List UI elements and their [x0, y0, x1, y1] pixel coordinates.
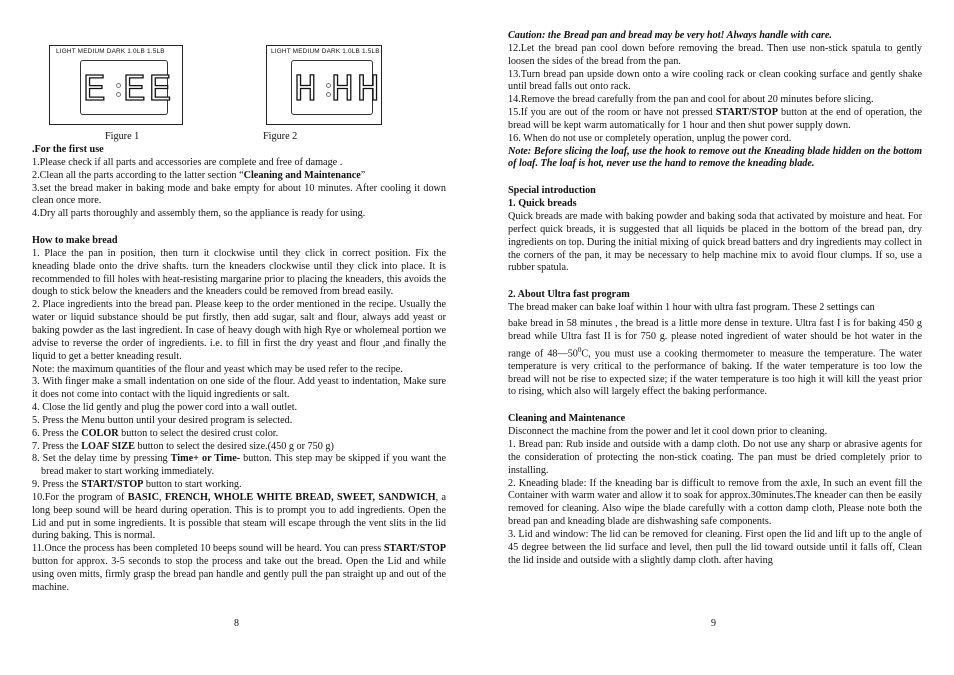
first-use-heading: .For the first use	[32, 144, 104, 155]
ultra-fast-heading: 2. About Ultra fast program	[508, 289, 630, 301]
quantity-note: Note: the maximum quantities of the flour and yeast which may be used refer to the recipe.	[32, 363, 403, 375]
lcd-digit: E	[83, 69, 109, 112]
display-indicator-labels: LIGHT MEDIUM DARK 1.0LB 1.5LB	[271, 48, 380, 55]
how-step-11: 11.Once the process has been completed 10 beeps sound will be heard. You can press START/STOP button for approx. 3-5 seconds to stop the process and take out the bread. Open the Lid and while using oven mitts, firmly grasp the bread pan handle and gently pull the pan straight up and out of the machine.	[32, 543, 446, 593]
how-step-6: 6. Press the COLOR button to select the desired crust color.	[32, 427, 279, 439]
cleaning-step-3: 3. Lid and window: The lid can be removed for cleaning. First open the lid and lift up to the angle of 45 degree between the lid surface and level, then pull the lid toward outside until it falls off, Clean the lid inside and outside with a slightly damp cloth. after having	[508, 528, 922, 566]
how-step-4: 4. Close the lid gently and plug the power cord into a wall outlet.	[32, 402, 298, 414]
figure-1-display	[49, 45, 183, 125]
figure-2-caption: Figure 2	[263, 131, 298, 142]
lcd-digits: HH	[331, 69, 383, 112]
quick-breads-heading: 1. Quick breads	[508, 198, 577, 210]
cleaning-step-1: 1. Bread pan: Rub inside and outside with a damp cloth. Do not use any sharp or abrasive agents for the consideration of protecting the non-stick coating. The pan must be dried completely prior to installing.	[508, 439, 922, 476]
display-indicator-labels: LIGHT MEDIUM DARK 1.0LB 1.5LB	[56, 48, 165, 55]
lcd-screen	[80, 60, 175, 115]
step-15: 15.If you are out of the room or have not pressed START/STOP button at the end of operation, the bread will be kept warm automatically for 1 hour and then shut power supply down.	[508, 107, 922, 131]
ultra-fast-text-1: The bread maker can bake loaf within 1 hour with ultra fast program. These 2 settings can	[508, 302, 875, 314]
how-step-7: 7. Press the LOAF SIZE button to select the desired size.(450 g or 750 g)	[32, 440, 334, 452]
ultra-fast-text-2: bake bread in 58 minutes , the bread is a little more dense in texture. Ultra fast I is for baking 450 g bread while Ultra fast II is for 750 g. please noted ingredient of water should be hot water in the range of $48—50^0C$, you must use a cooking thermometer to measure the temperature. The water temperature is very critical to the performance of baking. If the water temperature is too low the bread will not be rise to expected size; if the water temperature is too high it will kill the yeast prior to rising, which also will largely effect the baking performance.	[508, 317, 922, 398]
how-step-2: 2. Place ingredients into the bread pan. Please keep to the order mentioned in the recipe. Usually the water or liquid substance should be put firstly, then add sugar, salt and flour, always add yeast or baking powder as the last ingredient. In case of heavy dough with high Rye or wholemeal portion we advise to reverse the order of ingredients. i.e. to fill in first the dry yeast and flour ,and finally the liquid to get a better kneading result.	[32, 299, 446, 362]
caution-text: Caution: the Bread pan and bread may be very hot! Always handle with care.	[508, 30, 832, 41]
lcd-digits: EE	[123, 69, 175, 112]
how-step-8: 8. Set the delay time by pressing Time+ or Time- button. This step may be skipped if you want the bread maker to start working immediately.	[32, 453, 446, 478]
how-step-9: 9. Press the START/STOP button to start working.	[32, 479, 242, 491]
first-use-step-4: 4.Dry all parts thoroughly and assembly them, so the appliance is ready for using.	[32, 208, 366, 220]
colon-dots	[116, 83, 121, 101]
slicing-note: Note: Before slicing the loaf, use the hook to remove out the Kneading blade hidden on the bottom of loaf. The loaf is hot, never use the hand to remove the kneading blade.	[508, 145, 922, 170]
step-12: 12.Let the bread pan cool down before removing the bread. Then use non-stick spatula to gently loosen the sides of the bread from the pan.	[508, 42, 922, 67]
figure-1-caption: Figure 1	[105, 131, 140, 142]
step-13: 13.Turn bread pan upside down onto a wire cooling rack or clean cooking surface and gently shake until bread falls out onto rack.	[508, 68, 922, 93]
lcd-digit: H	[294, 69, 320, 112]
how-step-10: 10.For the program of BASIC, FRENCH, WHOLE WHITE BREAD, SWEET, SANDWICH, a long beep sound will be heard during operation. This is to prompt you to add ingredients. Open the Lid and put in some ingredients. It is possible that steam will escape through the vent slits in the lid during baking. This is normal.	[32, 491, 447, 542]
lcd-screen	[291, 60, 383, 115]
how-step-1: 1. Place the pan in position, then turn it clockwise until they click in correct position. Fix the kneading blade onto the drive shafts. turn the kneaders clockwise until they click into place. It is recommended to fill holes with heat-resisting margarine prior to placing the kneaders, this avoids the dough to stick below the kneaders and the kneaders could be removed from bread easily.	[32, 247, 446, 298]
quick-breads-text: Quick breads are made with baking powder and baking soda that activated by moisture and heat. For perfect quick breads, it is suggested that all liquids be placed in the bottom of the bread pan, dry ingredients on top. During the initial mixing of quick bread batters and dry ingredients may collect in the corners of the pan, it may be necessary to help machine mix to avoid flour clumps. If so, use a rubber spatula.	[508, 210, 922, 274]
cleaning-intro: Disconnect the machine from the power and let it cool down prior to cleaning.	[508, 426, 828, 438]
right-page-text	[508, 30, 922, 567]
step-14: 14.Remove the bread carefully from the pan and cool for about 20 minutes before slicing.	[508, 94, 874, 106]
cleaning-heading: Cleaning and Maintenance	[508, 413, 626, 425]
figure-2-display	[266, 45, 382, 125]
how-step-3: 3. With finger make a small indentation on one side of the flour. Add yeast to indentation, Make sure it does not come into contact with the liquid ingredients or salt.	[32, 376, 446, 401]
page-number-left: 8	[234, 618, 239, 629]
how-to-heading: How to make bread	[32, 235, 118, 247]
step-16: 16. When do not use or completely operation, unplug the power cord.	[508, 132, 792, 144]
first-use-step-2: 2.Clean all the parts according to the latter section “Cleaning and Maintenance”	[32, 169, 366, 181]
special-intro-heading: Special introduction	[508, 185, 596, 197]
page-number-right: 9	[711, 618, 716, 629]
how-step-5: 5. Press the Menu button until your desired program is selected.	[32, 414, 293, 426]
left-page-text	[32, 144, 446, 595]
cleaning-step-2: 2. Kneading blade: If the kneading bar is difficult to remove from the axle, In such an event fill the Container with warm water and allow it to soak for approx.30minutes.The kneader can then be easily removed for cleaning. Also wipe the blade carefully with a cotton damp cloth, Please note both the bread pan and kneading blade are dishwashing safe components.	[508, 477, 922, 528]
first-use-step-3: 3.set the bread maker in baking mode and bake empty for about 10 minutes. After cooling it down clean once more.	[32, 182, 446, 207]
first-use-step-1: 1.Please check if all parts and accessories are complete and free of damage .	[32, 156, 343, 168]
